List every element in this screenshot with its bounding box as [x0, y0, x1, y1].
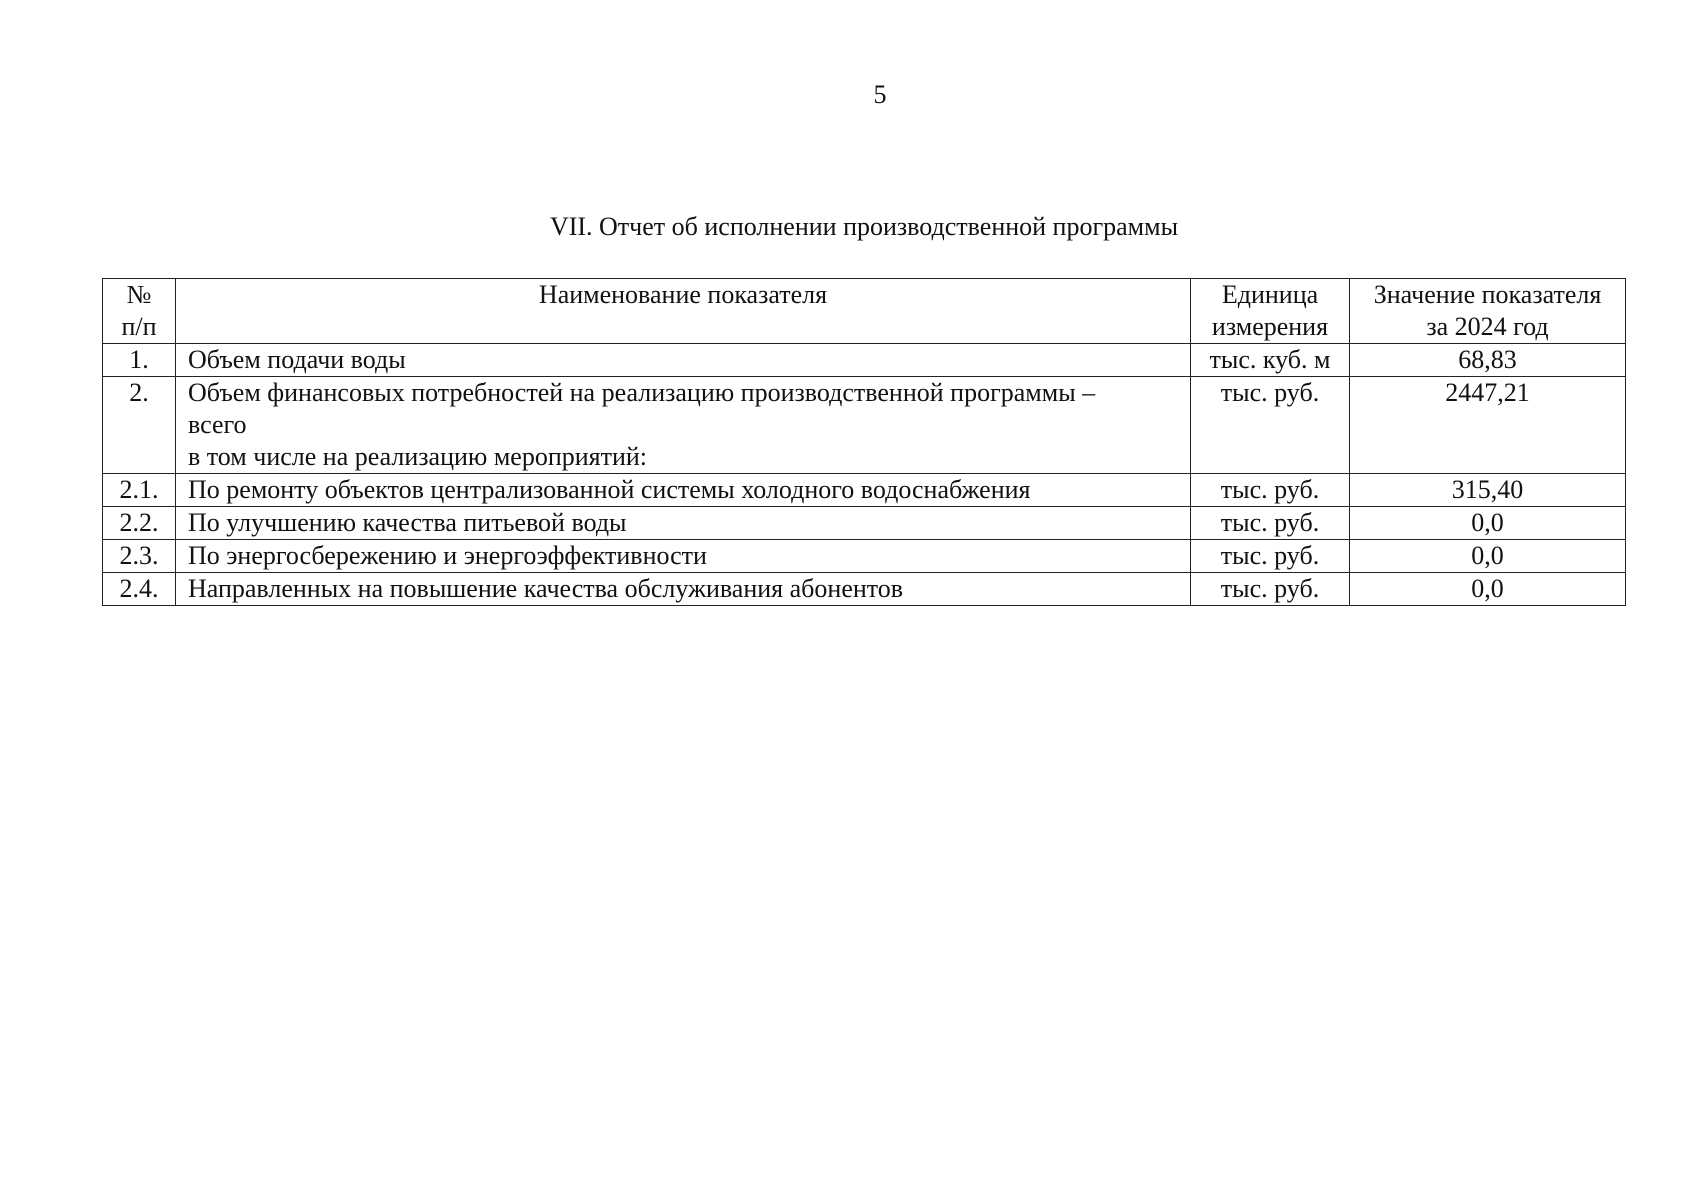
row-num: 2.2.: [103, 507, 176, 540]
row-name: Направленных на повышение качества обслуживания абонентов: [176, 573, 1191, 606]
table-header-row: [103, 279, 1626, 344]
row-num: 2.4.: [103, 573, 176, 606]
row-value: 0,0: [1350, 573, 1626, 606]
header-num-line2: п/п: [121, 312, 157, 341]
row-unit: тыс. руб.: [1191, 507, 1350, 540]
row-unit: тыс. руб.: [1191, 573, 1350, 606]
row-unit: тыс. куб. м: [1191, 344, 1350, 377]
table-row: [103, 507, 1626, 540]
table-row: [103, 344, 1626, 377]
page-number: 5: [873, 80, 887, 109]
report-table: [102, 278, 1626, 606]
header-value-line2: за 2024 год: [1426, 312, 1549, 341]
row-unit: тыс. руб.: [1191, 540, 1350, 573]
table-row: [103, 540, 1626, 573]
header-num-line1: №: [126, 280, 152, 309]
header-unit: [1191, 279, 1350, 344]
row-name-line3: в том числе на реализацию мероприятий:: [188, 442, 648, 471]
table-row: [103, 573, 1626, 606]
row-name: По ремонту объектов централизованной системы холодного водоснабжения: [176, 474, 1191, 507]
header-value-line1: Значение показателя: [1373, 280, 1602, 309]
header-unit-line2: измерения: [1211, 312, 1329, 341]
table-row: [103, 474, 1626, 507]
row-value: 2447,21: [1350, 377, 1626, 474]
row-name: По улучшению качества питьевой воды: [176, 507, 1191, 540]
row-name: Объем подачи воды: [176, 344, 1191, 377]
header-num: [103, 279, 176, 344]
row-value: 0,0: [1350, 507, 1626, 540]
row-name-line2: всего: [188, 410, 247, 439]
row-name: По энергосбережению и энергоэффективности: [176, 540, 1191, 573]
section-title: VII. Отчет об исполнении производственной программы: [549, 212, 1179, 241]
row-value: 0,0: [1350, 540, 1626, 573]
header-name: Наименование показателя: [176, 279, 1191, 344]
table-row: [103, 377, 1626, 474]
row-num: 1.: [103, 344, 176, 377]
row-name: [176, 377, 1191, 474]
header-value: [1350, 279, 1626, 344]
row-unit: тыс. руб.: [1191, 377, 1350, 474]
row-value: 68,83: [1350, 344, 1626, 377]
row-unit: тыс. руб.: [1191, 474, 1350, 507]
header-unit-line1: Единица: [1221, 280, 1319, 309]
row-num: 2.: [103, 377, 176, 474]
row-num: 2.1.: [103, 474, 176, 507]
row-value: 315,40: [1350, 474, 1626, 507]
row-num: 2.3.: [103, 540, 176, 573]
row-name-line1: Объем финансовых потребностей на реализацию производственной программы –: [188, 378, 1096, 407]
